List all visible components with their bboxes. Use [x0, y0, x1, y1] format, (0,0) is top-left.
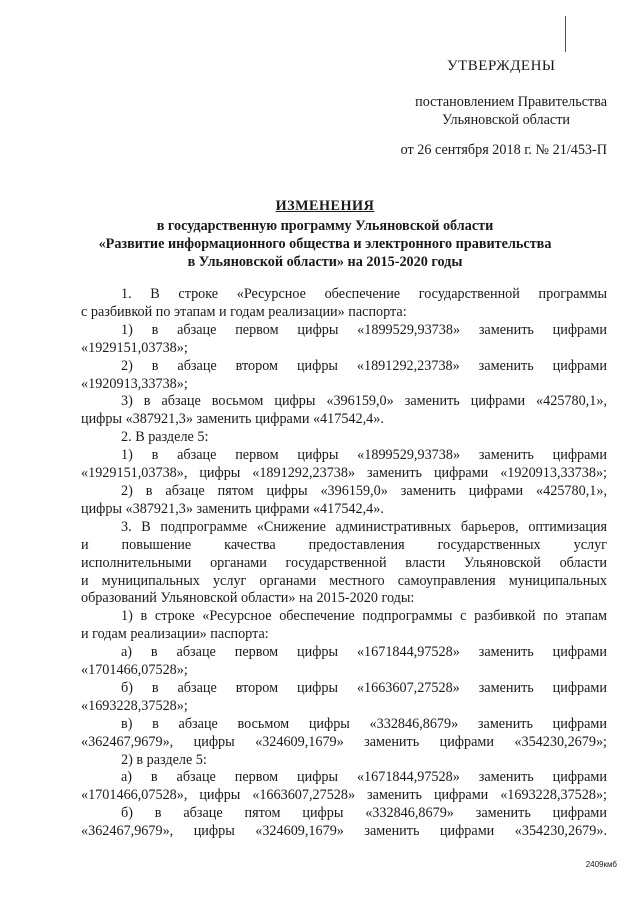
basis-line-3: от 26 сентября 2018 г. № 21/453-П: [400, 142, 607, 158]
document-code: 2409кмб: [585, 860, 617, 869]
title-line-3: «Развитие информационного общества и электронного правительства: [98, 236, 552, 252]
body-line: 2) в абзаце втором цифры «1891292,23738» заменить цифрами: [121, 357, 607, 374]
body-line: 1) в абзаце первом цифры «1899529,93738» заменить цифрами: [121, 447, 607, 464]
body-line: 1. В строке «Ресурсное обеспечение государственной программы: [121, 286, 607, 302]
body-line: цифры «387921,3» заменить цифрами «417542,4».: [81, 411, 384, 428]
body-line: «1920913,33738»;: [81, 375, 188, 392]
body-line: в) в абзаце восьмом цифры «332846,8679» заменить цифрами: [121, 715, 607, 732]
document-body: [81, 286, 607, 841]
body-line: и муниципальных услуг органами местного самоуправления муниципальных: [81, 572, 607, 589]
body-line: 3. В подпрограмме «Снижение административных барьеров, оптимизация: [121, 518, 607, 535]
body-line: а) в абзаце первом цифры «1671844,97528» заменить цифрами: [121, 644, 607, 661]
body-line: «1701466,07528»;: [81, 662, 188, 679]
body-line: 1) в абзаце первом цифры «1899529,93738» заменить цифрами: [121, 321, 607, 338]
body-line: и повышение качества предоставления государственных услуг: [81, 536, 607, 553]
document-title: [80, 197, 570, 271]
body-line: цифры «387921,3» заменить цифрами «417542,4».: [81, 500, 384, 517]
body-line: 3) в абзаце восьмом цифры «396159,0» заменить цифрами «425780,1»,: [121, 393, 607, 410]
margin-mark: [565, 16, 566, 52]
body-line: «362467,9679», цифры «324609,1679» заменить цифрами «354230,2679».: [81, 823, 607, 840]
body-line: 1) в строке «Ресурсное обеспечение подпрограммы с разбивкой по этапам: [121, 608, 607, 625]
approval-stamp-title: УТВЕРЖДЕНЫ: [447, 58, 556, 74]
title-line-4: в Ульяновской области» на 2015-2020 годы: [187, 254, 463, 270]
body-line: «362467,9679», цифры «324609,1679» заменить цифрами «354230,2679»;: [81, 733, 607, 750]
body-line: б) в абзаце втором цифры «1663607,27528» заменить цифрами: [121, 679, 607, 696]
body-line: исполнительными органами государственной власти Ульяновской области: [81, 554, 607, 571]
body-line: «1929151,03738», цифры «1891292,23738» заменить цифрами «1920913,33738»;: [81, 465, 607, 482]
body-line: а) в абзаце первом цифры «1671844,97528» заменить цифрами: [121, 769, 607, 786]
body-line: образований Ульяновской области» на 2015-2020 годы:: [81, 590, 415, 607]
basis-line-1: постановлением Правительства: [415, 94, 607, 110]
body-line: «1693228,37528»;: [81, 697, 188, 714]
basis-line-2: Ульяновской области: [442, 112, 570, 128]
body-line: «1701466,07528», цифры «1663607,27528» заменить цифрами «1693228,37528»;: [81, 787, 607, 804]
body-line: 2. В разделе 5:: [121, 429, 209, 446]
body-line: 2) в абзаце пятом цифры «396159,0» заменить цифрами «425780,1»,: [121, 482, 607, 499]
body-line: «1929151,03738»;: [81, 339, 188, 356]
body-line: б) в абзаце пятом цифры «332846,8679» заменить цифрами: [121, 805, 607, 822]
approval-basis: [307, 93, 607, 159]
body-line: и годам реализации» паспорта:: [81, 626, 269, 643]
title-heading: ИЗМЕНЕНИЯ: [275, 198, 375, 214]
body-line: с разбивкой по этапам и годам реализации» паспорта:: [81, 303, 407, 320]
body-line: 2) в разделе 5:: [121, 751, 207, 768]
title-line-2: в государственную программу Ульяновской области: [156, 218, 494, 234]
